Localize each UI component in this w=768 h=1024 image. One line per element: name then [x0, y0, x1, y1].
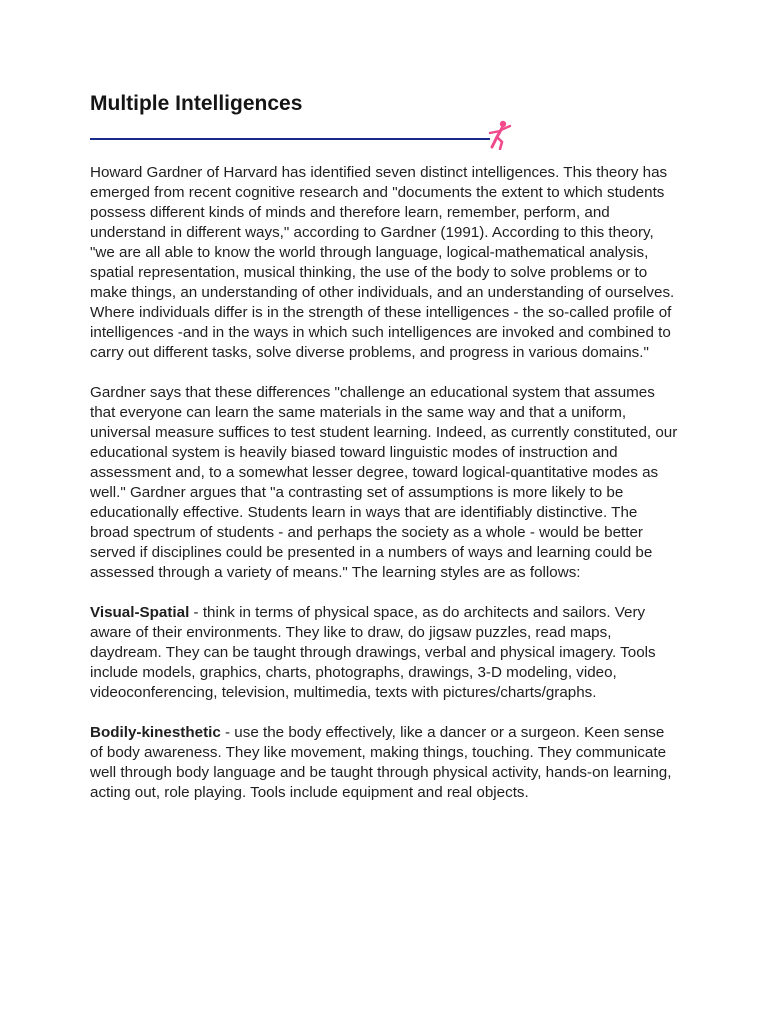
style-description: - think in terms of physical space, as do architects and sailors. Very aware of their environments. They like to draw, do jigsaw puzzles, read maps, daydream. They can be taught through drawings, verbal and physical imagery. Tools include models, graphics, charts, photographs, drawings, 3-D modeling, video, videoconferencing, television, multimedia, texts with pictures/charts/graphs. [90, 604, 656, 701]
learning-style-bodily-kinesthetic [90, 723, 680, 803]
intro-paragraph: Howard Gardner of Harvard has identified seven distinct intelligences. This theory has emerged from recent cognitive research and "documents the extent to which students possess different kinds of minds and therefore learn, remember, perform, and understand in different ways," according to Gardner (1991). According to this theory, "we are all able to know the world through language, logical-mathematical analysis, spatial representation, musical thinking, the use of the body to solve problems or to make things, an understanding of other individuals, and an understanding of ourselves. Where individuals differ is in the strength of these intelligences - the so-called profile of intelligences -and in the ways in which such intelligences are invoked and combined to carry out different tasks, solve diverse problems, and progress in various domains." [90, 164, 675, 361]
style-term: Bodily-kinesthetic [90, 724, 221, 741]
document-body [90, 163, 680, 803]
page-title: Multiple Intelligences [90, 92, 303, 115]
gardner-paragraph: Gardner says that these differences "challenge an educational system that assumes that everyone can learn the same materials in the same way and that a uniform, universal measure suffices to test student learning. Indeed, as currently constituted, our educational system is heavily biased toward linguistic modes of instruction and assessment and, to a somewhat lesser degree, toward logical-quantitative modes as well." Gardner argues that "a contrasting set of assumptions is more likely to be educationally effective. Students learn in ways that are identifiably distinctive. The broad spectrum of students - and perhaps the society as a whole - would be better served if disciplines could be presented in a numbers of ways and learning could be assessed through a variety of means." The learning styles are as follows: [90, 384, 678, 581]
title-divider [90, 118, 520, 150]
document-page [90, 90, 680, 823]
title-rule [90, 138, 490, 140]
style-description: - use the body effectively, like a dancer or a surgeon. Keen sense of body awareness. They like movement, making things, touching. They communicate well through body language and be taught through physical activity, hands-on learning, acting out, role playing. Tools include equipment and real objects. [90, 724, 672, 801]
learning-style-visual-spatial [90, 603, 680, 703]
dancing-figure-icon [486, 120, 512, 150]
style-term: Visual-Spatial [90, 604, 190, 621]
